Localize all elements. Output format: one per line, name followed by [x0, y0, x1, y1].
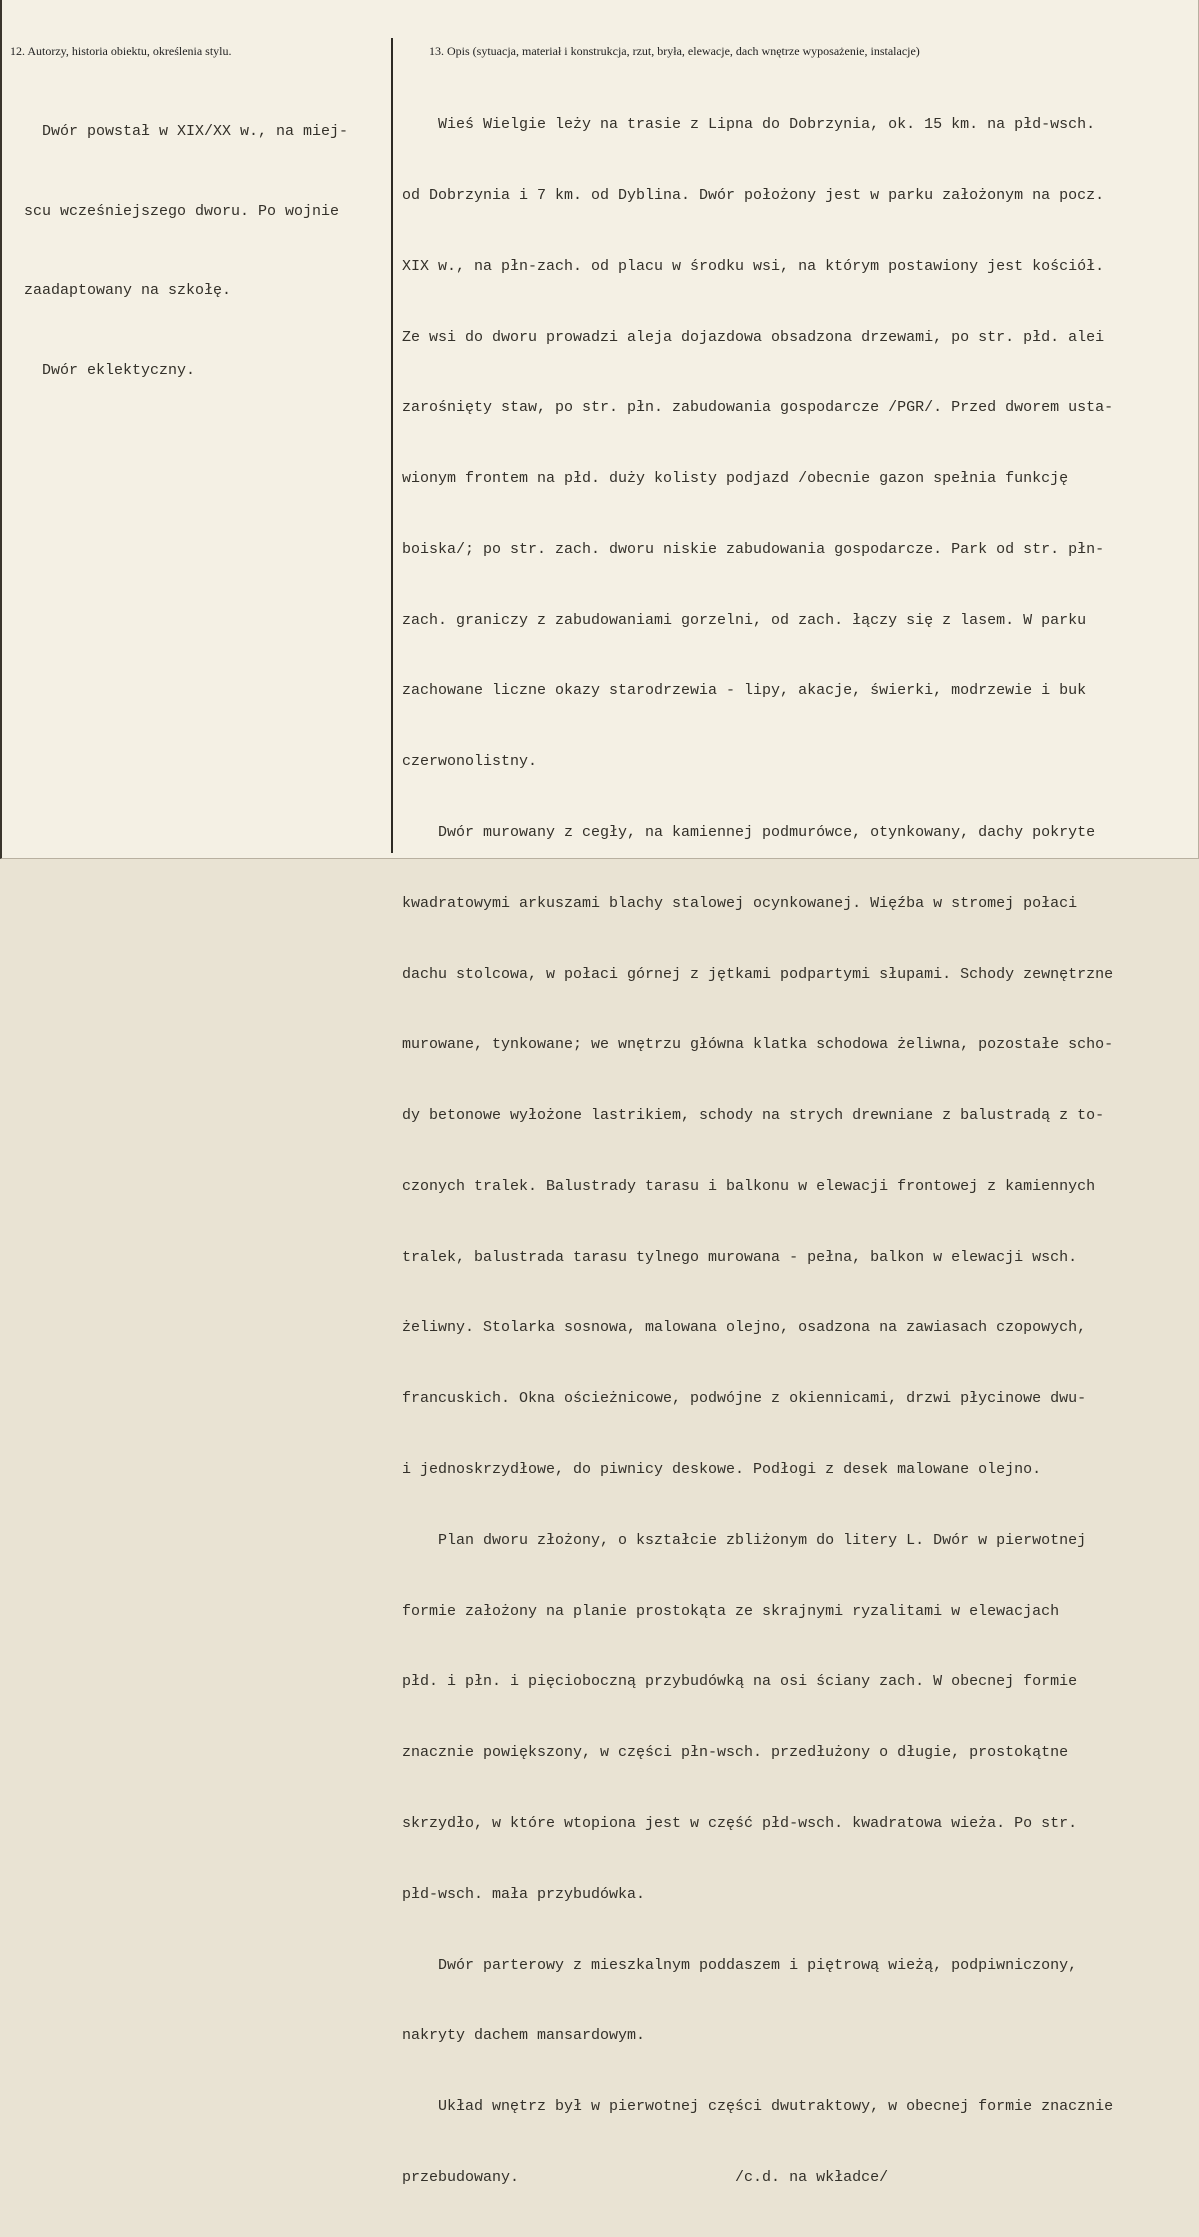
text-line: zaadaptowany na szkołę.: [24, 282, 232, 299]
text-line: murowane, tynkowane; we wnętrzu główna klatka schodowa żeliwna, pozostałe scho-: [402, 1036, 1114, 1054]
text-line: tralek, balustrada tarasu tylnego murowana - pełna, balkon w elewacji wsch.: [402, 1248, 1078, 1266]
text-line: skrzydło, w które wtopiona jest w część płd-wsch. kwadratowa wieża. Po str.: [402, 1814, 1078, 1832]
text-line: nakryty dachem mansardowym.: [402, 2027, 646, 2045]
text-line: francuskich. Okna ościeżnicowe, podwójne z okiennicami, drzwi płycinowe dwu-: [402, 1390, 1087, 1408]
column-divider: [391, 38, 393, 853]
text-line: zachowane liczne okazy starodrzewia - lipy, akacje, świerki, modrzewie i buk: [402, 682, 1087, 700]
text-line: czonych tralek. Balustrady tarasu i balkonu w elewacji frontowej z kamiennych: [402, 1177, 1096, 1195]
text-line: Dwór parterowy z mieszkalnym poddaszem i piętrową wieżą, podpiwniczony,: [402, 1956, 1078, 1974]
text-line: zarośnięty staw, po str. płn. zabudowania gospodarcze /PGR/. Przed dworem usta-: [402, 399, 1114, 417]
text-line: znacznie powiększony, w części płn-wsch. przedłużony o długie, prostokątne: [402, 1744, 1069, 1762]
text-line: scu wcześniejszego dworu. Po wojnie: [24, 202, 340, 220]
text-line: płd. i płn. i pięcioboczną przybudówką na osi ściany zach. W obecnej formie: [402, 1673, 1078, 1691]
text-line: Plan dworu złożony, o kształcie zbliżonym do litery L. Dwór w pierwotnej: [402, 1531, 1087, 1549]
text-line: płd-wsch. mała przybudówka.: [402, 1885, 646, 1903]
section-13-heading: 13. Opis (sytuacja, materiał i konstrukcja, rzut, bryła, elewacje, dach wnętrze wyposażenie, instalacje): [429, 44, 920, 58]
text-line: boiska/; po str. zach. dworu niskie zabudowania gospodarcze. Park od str. płn-: [402, 540, 1105, 558]
text-line: dachu stolcowa, w połaci górnej z jętkami podpartymi słupami. Schody zewnętrzne: [402, 965, 1114, 983]
text-line: kwadratowymi arkuszami blachy stalowej ocynkowanej. Więźba w stromej połaci: [402, 894, 1078, 912]
text-line: Dwór eklektyczny.: [24, 361, 196, 379]
text-line: przebudowany. /c.d. na wkładce/: [402, 2168, 889, 2186]
text-line: XIX w., na płn-zach. od placu w środku wsi, na którym postawiony jest kościół.: [402, 257, 1105, 275]
section-12-heading: 12. Autorzy, historia obiektu, określenia stylu.: [10, 44, 232, 58]
text-line: dy betonowe wyłożone lastrikiem, schody na strych drewniane z balustradą z to-: [402, 1107, 1105, 1125]
text-line: od Dobrzynia i 7 km. od Dyblina. Dwór położony jest w parku założonym na pocz.: [402, 186, 1105, 204]
text-line: czerwonolistny.: [402, 753, 538, 771]
text-line: Układ wnętrz był w pierwotnej części dwutraktowy, w obecnej formie znacznie: [402, 2098, 1114, 2116]
text-line: wionym frontem na płd. duży kolisty podjazd /obecnie gazon spełnia funkcję: [402, 470, 1069, 488]
text-line: żeliwny. Stolarka sosnowa, malowana olejno, osadzona na zawiasach czopowych,: [402, 1319, 1087, 1337]
text-line: Wieś Wielgie leży na trasie z Lipna do Dobrzynia, ok. 15 km. na płd-wsch.: [402, 116, 1096, 134]
text-line: Ze wsi do dworu prowadzi aleja dojazdowa obsadzona drzewami, po str. płd. alei: [402, 328, 1105, 346]
description-text-block: [402, 66, 1113, 2237]
text-line: zach. graniczy z zabudowaniami gorzelni, od zach. łączy się z lasem. W parku: [402, 611, 1087, 629]
text-line: formie założony na planie prostokąta ze skrajnymi ryzalitami w elewacjach: [402, 1602, 1060, 1620]
text-line: Dwór powstał w XIX/XX w., na miej-: [24, 123, 349, 140]
text-line: Dwór murowany z cegły, na kamiennej podmurówce, otynkowany, dachy pokryte: [402, 824, 1096, 841]
text-line: i jednoskrzydłowe, do piwnicy deskowe. Podłogi z desek malowane olejno.: [402, 1461, 1042, 1479]
history-text-block: [24, 66, 348, 437]
